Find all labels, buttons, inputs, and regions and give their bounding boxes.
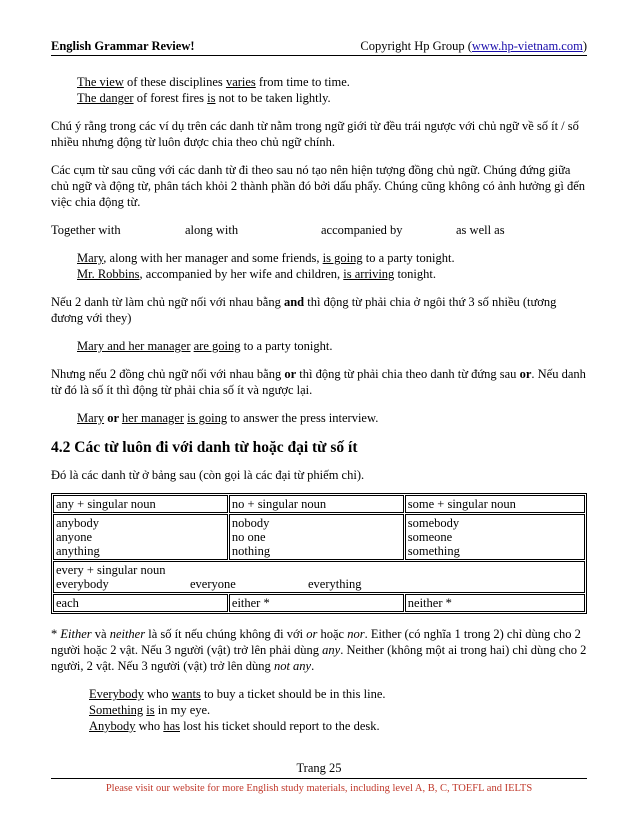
- text: not to be taken lightly.: [215, 91, 331, 105]
- subject: Something: [89, 703, 144, 717]
- copyright-prefix: Copyright Hp Group (: [360, 39, 472, 53]
- page-number: Trang 25: [51, 760, 587, 779]
- table-row: [53, 561, 585, 593]
- header-title: English Grammar Review!: [51, 39, 195, 53]
- text: from time to time.: [255, 75, 350, 89]
- subject: Mary and her manager: [77, 339, 191, 353]
- table-cell: [53, 514, 228, 560]
- text: to answer the press interview.: [227, 411, 379, 425]
- text: tonight.: [394, 267, 436, 281]
- pronoun: nothing: [231, 544, 271, 558]
- text: of these disciplines: [123, 75, 226, 89]
- subject: Anybody: [89, 719, 136, 733]
- phrase: along with: [185, 223, 239, 237]
- page-content: [51, 74, 587, 734]
- text: who: [135, 719, 164, 733]
- footer-promo: Please visit our website for more English study materials, including level A, B, C, TOEFL and IELTS: [105, 783, 533, 794]
- text: và: [91, 627, 110, 641]
- verb: is: [207, 91, 216, 105]
- table-row: [53, 594, 585, 612]
- keyword: or: [519, 367, 532, 381]
- table-cell: [229, 514, 404, 560]
- verb: varies: [225, 75, 256, 89]
- text: Nếu 2 danh từ làm chủ ngữ nối với nhau bằng: [51, 295, 284, 309]
- text: to buy a ticket should be in this line.: [200, 687, 386, 701]
- every-items: [56, 577, 582, 591]
- table-cell: either *: [229, 594, 404, 612]
- text: who: [143, 687, 172, 701]
- table-header-cell: some + singular noun: [405, 495, 585, 513]
- table-cell: neither *: [405, 594, 585, 612]
- pronoun: everyone: [190, 577, 236, 591]
- text: to a party tonight.: [362, 251, 455, 265]
- subject: Everybody: [89, 687, 144, 701]
- example-block-4: [51, 410, 587, 426]
- text: in my eye.: [154, 703, 211, 717]
- pronoun: anything: [56, 544, 100, 558]
- verb: is arriving: [343, 267, 395, 281]
- text: . Either (có nghĩa 1 trong 2) chỉ dùng cho 2 người hoặc 2 vật. Nếu 3 người (vật) trở lên phải dùng: [51, 627, 581, 657]
- emphasis: any: [322, 643, 341, 657]
- emphasis: Either: [60, 627, 92, 641]
- verb: are going: [193, 339, 241, 353]
- copyright-suffix: ): [582, 39, 587, 53]
- keyword: or: [284, 367, 297, 381]
- pronoun-table: [51, 493, 587, 614]
- paragraph: Chú ý rằng trong các ví dụ trên các danh từ nằm trong ngữ giới từ đều trái ngược với chủ ngữ về số ít / số nhiều nhưng động từ luôn được chia theo chủ ngữ chính.: [51, 119, 579, 149]
- table-row: [53, 495, 585, 513]
- table-cell: each: [53, 594, 228, 612]
- emphasis: neither: [109, 627, 146, 641]
- table-row: [53, 514, 585, 560]
- table-subheader: every + singular noun: [56, 563, 166, 577]
- table-cell: [405, 514, 585, 560]
- phrase: accompanied by: [321, 223, 403, 237]
- pronoun: anybody: [56, 516, 100, 530]
- text: , along with her manager and some friends,: [103, 251, 323, 265]
- table-cell: [53, 561, 585, 593]
- example-line: [89, 718, 587, 734]
- verb: is: [146, 703, 155, 717]
- page-footer: [51, 760, 587, 797]
- paragraph: Đó là các danh từ ở bảng sau (còn gọi là các đại từ phiếm chỉ).: [51, 468, 365, 482]
- example-block-5: [51, 686, 587, 734]
- example-line: [77, 410, 587, 426]
- table-header-cell: any + singular noun: [53, 495, 228, 513]
- subject: The danger: [77, 91, 134, 105]
- phrase: as well as: [456, 223, 505, 237]
- text: là số ít nếu chúng không đi với: [145, 627, 307, 641]
- example-line: [77, 250, 587, 266]
- text: lost his ticket should report to the desk.: [179, 719, 380, 733]
- text: . Neither (không một ai trong hai) chỉ dùng cho 2 người, 2 vật. Nếu 3 người (vật) trở lên dùng: [51, 643, 587, 673]
- pronoun: something: [407, 544, 460, 558]
- text: thì động từ phải chia ở ngôi thứ 3 số nhiều (tương đương với they): [51, 295, 557, 325]
- pronoun: everything: [308, 577, 362, 591]
- keyword: or: [104, 411, 122, 425]
- pronoun: anyone: [56, 530, 93, 544]
- emphasis: or: [306, 627, 318, 641]
- subject: The view: [77, 75, 124, 89]
- pronoun: nobody: [231, 516, 270, 530]
- pronoun: somebody: [407, 516, 460, 530]
- text: hoặc: [317, 627, 348, 641]
- website-link[interactable]: www.hp-vietnam.com: [471, 39, 583, 53]
- example-line: [77, 74, 587, 90]
- example-block-2: [51, 250, 587, 282]
- example-line: [89, 686, 587, 702]
- example-line: [77, 266, 587, 282]
- example-line: [77, 338, 587, 354]
- keyword: and: [283, 295, 305, 309]
- subject: Mr. Robbins: [77, 267, 140, 281]
- verb: is going: [322, 251, 363, 265]
- pronoun: no one: [231, 530, 266, 544]
- table-header-cell: no + singular noun: [229, 495, 404, 513]
- text: *: [51, 627, 61, 641]
- pronoun: someone: [407, 530, 453, 544]
- example-block-3: [51, 338, 587, 354]
- header-copyright: [360, 38, 587, 54]
- paragraph: Các cụm từ sau cũng với các danh từ đi theo sau nó tạo nên hiện tượng đồng chủ ngữ. Chúng đứng giữa chủ ngữ và động từ, phân tách khỏi 2 thành phần đó bởi dấu phẩy. Chúng cũng không có ảnh hưởng gì đến việc chia động từ.: [51, 163, 586, 209]
- example-line: [77, 90, 587, 106]
- subject: her manager: [121, 411, 185, 425]
- example-block-1: [51, 74, 587, 106]
- phrase: Together with: [51, 223, 121, 237]
- phrase-list: [51, 222, 587, 238]
- paragraph: [51, 366, 587, 398]
- text: , accompanied by her wife and children,: [139, 267, 344, 281]
- subject: Mary: [77, 251, 104, 265]
- example-line: [89, 702, 587, 718]
- text: .: [311, 659, 315, 673]
- text: of forest fires: [133, 91, 208, 105]
- subject: Mary: [77, 411, 105, 425]
- verb: has: [163, 719, 180, 733]
- text: . Nếu danh từ đó là số ít thì động từ phải chia số ít và ngược lại.: [51, 367, 586, 397]
- pronoun: everybody: [56, 577, 109, 591]
- page-header: [51, 38, 587, 56]
- text: thì động từ phải chia theo danh từ đứng sau: [296, 367, 520, 381]
- text: Nhưng nếu 2 đồng chủ ngữ nối với nhau bằng: [51, 367, 285, 381]
- text: to a party tonight.: [240, 339, 333, 353]
- section-heading: 4.2 Các từ luôn đi với danh từ hoặc đại từ số ít: [51, 439, 358, 456]
- emphasis: not any: [273, 659, 312, 673]
- paragraph: [51, 294, 587, 326]
- emphasis: nor: [347, 627, 365, 641]
- verb: wants: [171, 687, 201, 701]
- verb: is going: [187, 411, 228, 425]
- footnote: [51, 626, 587, 674]
